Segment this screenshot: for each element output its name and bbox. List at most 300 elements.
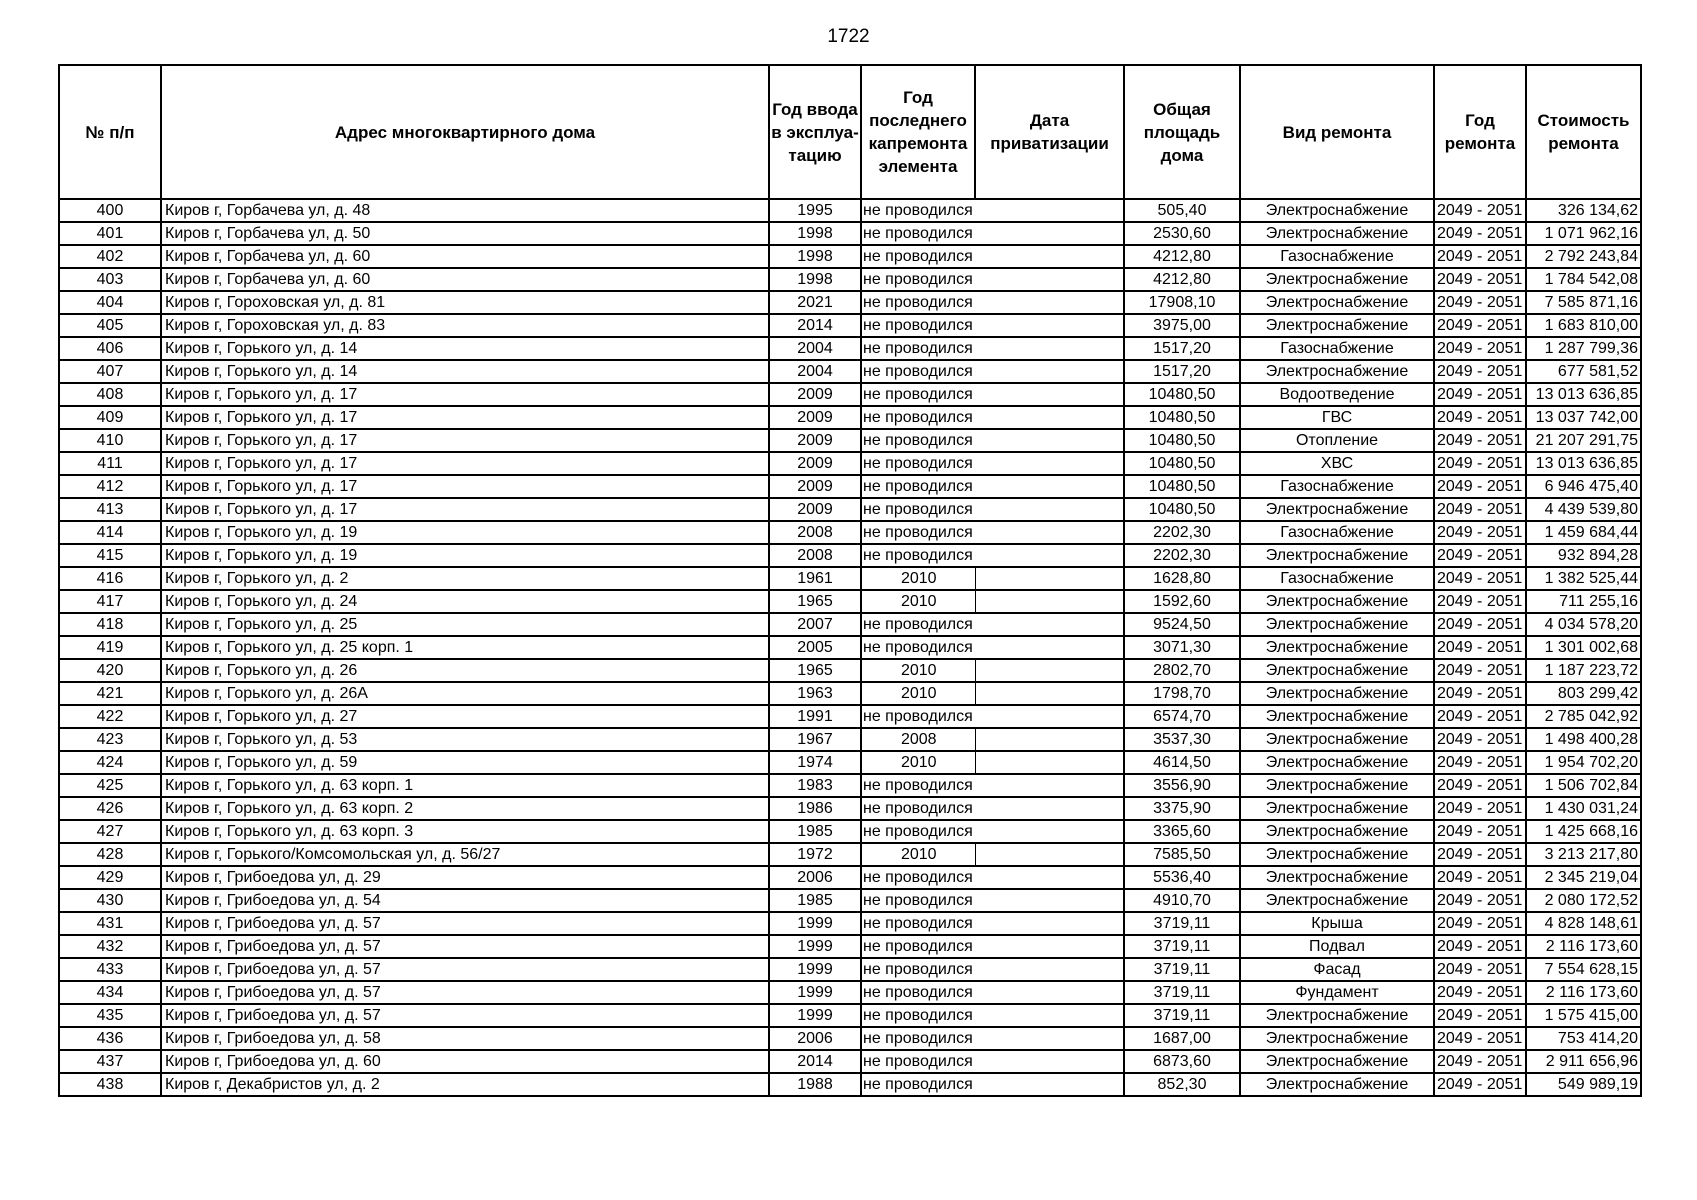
repair-period: 2049 - 2051 bbox=[1434, 337, 1526, 360]
total-area: 3537,30 bbox=[1124, 728, 1240, 751]
house-address: Киров г, Горького/Комсомольская ул, д. 56/27 bbox=[161, 843, 769, 866]
row-number: 406 bbox=[59, 337, 161, 360]
total-area: 3375,90 bbox=[1124, 797, 1240, 820]
repair-type: ХВС bbox=[1240, 452, 1434, 475]
privatization-date bbox=[975, 751, 1124, 774]
year-built: 1965 bbox=[769, 590, 861, 613]
total-area: 2202,30 bbox=[1124, 544, 1240, 567]
row-number: 435 bbox=[59, 1004, 161, 1027]
repair-period: 2049 - 2051 bbox=[1434, 935, 1526, 958]
house-address: Киров г, Грибоедова ул, д. 57 bbox=[161, 935, 769, 958]
repair-type: Электроснабжение bbox=[1240, 889, 1434, 912]
repair-cost: 677 581,52 bbox=[1526, 360, 1641, 383]
table-row bbox=[59, 1027, 1641, 1050]
repair-cost: 1 071 962,16 bbox=[1526, 222, 1641, 245]
house-address: Киров г, Горького ул, д. 63 корп. 2 bbox=[161, 797, 769, 820]
house-address: Киров г, Горького ул, д. 63 корп. 1 bbox=[161, 774, 769, 797]
last-repair-year: не проводился bbox=[861, 935, 975, 958]
total-area: 2802,70 bbox=[1124, 659, 1240, 682]
house-address: Киров г, Горького ул, д. 25 bbox=[161, 613, 769, 636]
row-number: 402 bbox=[59, 245, 161, 268]
header-cost: Стоимость ремонта bbox=[1526, 65, 1641, 199]
repair-cost: 326 134,62 bbox=[1526, 199, 1641, 222]
row-number: 419 bbox=[59, 636, 161, 659]
header-year-built: Год ввода в эксплуа-тацию bbox=[769, 65, 861, 199]
repair-cost: 2 116 173,60 bbox=[1526, 935, 1641, 958]
year-built: 2014 bbox=[769, 314, 861, 337]
house-address: Киров г, Горбачева ул, д. 48 bbox=[161, 199, 769, 222]
house-address: Киров г, Горького ул, д. 17 bbox=[161, 406, 769, 429]
total-area: 852,30 bbox=[1124, 1073, 1240, 1096]
total-area: 10480,50 bbox=[1124, 429, 1240, 452]
total-area: 10480,50 bbox=[1124, 406, 1240, 429]
house-address: Киров г, Горького ул, д. 53 bbox=[161, 728, 769, 751]
year-built: 1965 bbox=[769, 659, 861, 682]
year-built: 1967 bbox=[769, 728, 861, 751]
house-address: Киров г, Горького ул, д. 17 bbox=[161, 475, 769, 498]
repair-period: 2049 - 2051 bbox=[1434, 682, 1526, 705]
house-address: Киров г, Горького ул, д. 17 bbox=[161, 452, 769, 475]
table-row bbox=[59, 636, 1641, 659]
privatization-date bbox=[975, 567, 1124, 590]
privatization-date bbox=[975, 774, 1124, 797]
repair-cost: 6 946 475,40 bbox=[1526, 475, 1641, 498]
header-area: Общая площадь дома bbox=[1124, 65, 1240, 199]
year-built: 1961 bbox=[769, 567, 861, 590]
repair-type: Электроснабжение bbox=[1240, 1004, 1434, 1027]
row-number: 407 bbox=[59, 360, 161, 383]
table-row bbox=[59, 613, 1641, 636]
repair-period: 2049 - 2051 bbox=[1434, 912, 1526, 935]
last-repair-year: не проводился bbox=[861, 981, 975, 1004]
year-built: 2009 bbox=[769, 429, 861, 452]
privatization-date bbox=[975, 659, 1124, 682]
year-built: 1974 bbox=[769, 751, 861, 774]
row-number: 421 bbox=[59, 682, 161, 705]
last-repair-year: 2010 bbox=[861, 659, 975, 682]
repair-cost: 1 430 031,24 bbox=[1526, 797, 1641, 820]
row-number: 418 bbox=[59, 613, 161, 636]
repair-type: Электроснабжение bbox=[1240, 268, 1434, 291]
last-repair-year: не проводился bbox=[861, 1027, 975, 1050]
repair-period: 2049 - 2051 bbox=[1434, 774, 1526, 797]
table-row bbox=[59, 452, 1641, 475]
total-area: 10480,50 bbox=[1124, 475, 1240, 498]
repair-schedule-table bbox=[58, 64, 1642, 1097]
table-row bbox=[59, 475, 1641, 498]
row-number: 425 bbox=[59, 774, 161, 797]
repair-cost: 13 013 636,85 bbox=[1526, 452, 1641, 475]
year-built: 2008 bbox=[769, 544, 861, 567]
repair-type: Газоснабжение bbox=[1240, 245, 1434, 268]
repair-period: 2049 - 2051 bbox=[1434, 751, 1526, 774]
house-address: Киров г, Грибоедова ул, д. 58 bbox=[161, 1027, 769, 1050]
row-number: 415 bbox=[59, 544, 161, 567]
total-area: 9524,50 bbox=[1124, 613, 1240, 636]
repair-type: Фасад bbox=[1240, 958, 1434, 981]
repair-type: Электроснабжение bbox=[1240, 866, 1434, 889]
row-number: 436 bbox=[59, 1027, 161, 1050]
repair-type: Газоснабжение bbox=[1240, 337, 1434, 360]
house-address: Киров г, Горького ул, д. 27 bbox=[161, 705, 769, 728]
total-area: 17908,10 bbox=[1124, 291, 1240, 314]
total-area: 1628,80 bbox=[1124, 567, 1240, 590]
total-area: 10480,50 bbox=[1124, 383, 1240, 406]
year-built: 2005 bbox=[769, 636, 861, 659]
privatization-date bbox=[975, 590, 1124, 613]
row-number: 434 bbox=[59, 981, 161, 1004]
last-repair-year: не проводился bbox=[861, 360, 975, 383]
last-repair-year: не проводился bbox=[861, 199, 975, 222]
last-repair-year: не проводился bbox=[861, 521, 975, 544]
table-row bbox=[59, 659, 1641, 682]
privatization-date bbox=[975, 705, 1124, 728]
last-repair-year: не проводился bbox=[861, 291, 975, 314]
last-repair-year: не проводился bbox=[861, 406, 975, 429]
privatization-date bbox=[975, 843, 1124, 866]
row-number: 404 bbox=[59, 291, 161, 314]
table-row bbox=[59, 843, 1641, 866]
privatization-date bbox=[975, 383, 1124, 406]
repair-period: 2049 - 2051 bbox=[1434, 544, 1526, 567]
privatization-date bbox=[975, 958, 1124, 981]
year-built: 1991 bbox=[769, 705, 861, 728]
row-number: 422 bbox=[59, 705, 161, 728]
header-privatization: Дата приватизации bbox=[975, 65, 1124, 199]
privatization-date bbox=[975, 360, 1124, 383]
row-number: 433 bbox=[59, 958, 161, 981]
repair-cost: 1 301 002,68 bbox=[1526, 636, 1641, 659]
repair-period: 2049 - 2051 bbox=[1434, 659, 1526, 682]
year-built: 1985 bbox=[769, 820, 861, 843]
repair-type: Электроснабжение bbox=[1240, 291, 1434, 314]
house-address: Киров г, Горького ул, д. 17 bbox=[161, 498, 769, 521]
year-built: 1998 bbox=[769, 245, 861, 268]
year-built: 1998 bbox=[769, 222, 861, 245]
header-address: Адрес многоквартирного дома bbox=[161, 65, 769, 199]
header-last-repair: Год последнего капремонта элемента bbox=[861, 65, 975, 199]
year-built: 1995 bbox=[769, 199, 861, 222]
repair-cost: 2 080 172,52 bbox=[1526, 889, 1641, 912]
total-area: 4910,70 bbox=[1124, 889, 1240, 912]
repair-period: 2049 - 2051 bbox=[1434, 429, 1526, 452]
total-area: 4212,80 bbox=[1124, 245, 1240, 268]
repair-period: 2049 - 2051 bbox=[1434, 958, 1526, 981]
year-built: 1963 bbox=[769, 682, 861, 705]
table-row bbox=[59, 567, 1641, 590]
last-repair-year: не проводился bbox=[861, 222, 975, 245]
privatization-date bbox=[975, 1027, 1124, 1050]
row-number: 428 bbox=[59, 843, 161, 866]
repair-cost: 4 828 148,61 bbox=[1526, 912, 1641, 935]
repair-cost: 21 207 291,75 bbox=[1526, 429, 1641, 452]
table-header-row bbox=[59, 65, 1641, 199]
total-area: 7585,50 bbox=[1124, 843, 1240, 866]
privatization-date bbox=[975, 1073, 1124, 1096]
repair-type: Электроснабжение bbox=[1240, 751, 1434, 774]
repair-cost: 13 013 636,85 bbox=[1526, 383, 1641, 406]
privatization-date bbox=[975, 797, 1124, 820]
repair-period: 2049 - 2051 bbox=[1434, 521, 1526, 544]
house-address: Киров г, Горького ул, д. 26А bbox=[161, 682, 769, 705]
privatization-date bbox=[975, 866, 1124, 889]
row-number: 411 bbox=[59, 452, 161, 475]
repair-period: 2049 - 2051 bbox=[1434, 866, 1526, 889]
year-built: 1999 bbox=[769, 958, 861, 981]
table-row bbox=[59, 889, 1641, 912]
repair-cost: 1 954 702,20 bbox=[1526, 751, 1641, 774]
year-built: 1988 bbox=[769, 1073, 861, 1096]
row-number: 437 bbox=[59, 1050, 161, 1073]
table-row bbox=[59, 590, 1641, 613]
repair-period: 2049 - 2051 bbox=[1434, 498, 1526, 521]
total-area: 3071,30 bbox=[1124, 636, 1240, 659]
table-row bbox=[59, 544, 1641, 567]
repair-cost: 2 785 042,92 bbox=[1526, 705, 1641, 728]
house-address: Киров г, Горького ул, д. 25 корп. 1 bbox=[161, 636, 769, 659]
row-number: 408 bbox=[59, 383, 161, 406]
repair-cost: 1 506 702,84 bbox=[1526, 774, 1641, 797]
privatization-date bbox=[975, 314, 1124, 337]
repair-cost: 753 414,20 bbox=[1526, 1027, 1641, 1050]
privatization-date bbox=[975, 1004, 1124, 1027]
last-repair-year: не проводился bbox=[861, 383, 975, 406]
total-area: 1517,20 bbox=[1124, 360, 1240, 383]
row-number: 405 bbox=[59, 314, 161, 337]
repair-type: Электроснабжение bbox=[1240, 199, 1434, 222]
table-row bbox=[59, 1004, 1641, 1027]
repair-type: Электроснабжение bbox=[1240, 682, 1434, 705]
total-area: 3719,11 bbox=[1124, 958, 1240, 981]
last-repair-year: не проводился bbox=[861, 774, 975, 797]
total-area: 505,40 bbox=[1124, 199, 1240, 222]
privatization-date bbox=[975, 728, 1124, 751]
repair-type: Электроснабжение bbox=[1240, 820, 1434, 843]
house-address: Киров г, Горького ул, д. 24 bbox=[161, 590, 769, 613]
table-row bbox=[59, 1073, 1641, 1096]
last-repair-year: не проводился bbox=[861, 889, 975, 912]
row-number: 410 bbox=[59, 429, 161, 452]
house-address: Киров г, Грибоедова ул, д. 60 bbox=[161, 1050, 769, 1073]
year-built: 2006 bbox=[769, 1027, 861, 1050]
table-row bbox=[59, 498, 1641, 521]
year-built: 1985 bbox=[769, 889, 861, 912]
row-number: 409 bbox=[59, 406, 161, 429]
repair-period: 2049 - 2051 bbox=[1434, 613, 1526, 636]
total-area: 5536,40 bbox=[1124, 866, 1240, 889]
repair-type: Водоотведение bbox=[1240, 383, 1434, 406]
total-area: 3556,90 bbox=[1124, 774, 1240, 797]
privatization-date bbox=[975, 337, 1124, 360]
repair-cost: 1 498 400,28 bbox=[1526, 728, 1641, 751]
year-built: 2009 bbox=[769, 475, 861, 498]
house-address: Киров г, Горького ул, д. 19 bbox=[161, 544, 769, 567]
repair-cost: 1 382 525,44 bbox=[1526, 567, 1641, 590]
repair-type: Электроснабжение bbox=[1240, 498, 1434, 521]
last-repair-year: 2010 bbox=[861, 590, 975, 613]
last-repair-year: не проводился bbox=[861, 452, 975, 475]
row-number: 438 bbox=[59, 1073, 161, 1096]
repair-type: Электроснабжение bbox=[1240, 360, 1434, 383]
house-address: Киров г, Горького ул, д. 26 bbox=[161, 659, 769, 682]
repair-period: 2049 - 2051 bbox=[1434, 889, 1526, 912]
header-repair-period: Год ремонта bbox=[1434, 65, 1526, 199]
year-built: 2009 bbox=[769, 383, 861, 406]
repair-cost: 1 187 223,72 bbox=[1526, 659, 1641, 682]
year-built: 1998 bbox=[769, 268, 861, 291]
last-repair-year: не проводился bbox=[861, 544, 975, 567]
table-row bbox=[59, 383, 1641, 406]
repair-cost: 4 439 539,80 bbox=[1526, 498, 1641, 521]
privatization-date bbox=[975, 820, 1124, 843]
table-row bbox=[59, 268, 1641, 291]
table-row bbox=[59, 291, 1641, 314]
privatization-date bbox=[975, 636, 1124, 659]
house-address: Киров г, Грибоедова ул, д. 29 bbox=[161, 866, 769, 889]
repair-period: 2049 - 2051 bbox=[1434, 291, 1526, 314]
last-repair-year: не проводился bbox=[861, 1050, 975, 1073]
house-address: Киров г, Горбачева ул, д. 60 bbox=[161, 245, 769, 268]
privatization-date bbox=[975, 406, 1124, 429]
header-repair-type: Вид ремонта bbox=[1240, 65, 1434, 199]
total-area: 2202,30 bbox=[1124, 521, 1240, 544]
table-row bbox=[59, 429, 1641, 452]
total-area: 3719,11 bbox=[1124, 1004, 1240, 1027]
repair-cost: 2 792 243,84 bbox=[1526, 245, 1641, 268]
house-address: Киров г, Горбачева ул, д. 60 bbox=[161, 268, 769, 291]
table-row bbox=[59, 314, 1641, 337]
repair-type: Электроснабжение bbox=[1240, 636, 1434, 659]
privatization-date bbox=[975, 245, 1124, 268]
header-num: № п/п bbox=[59, 65, 161, 199]
year-built: 2009 bbox=[769, 498, 861, 521]
year-built: 1999 bbox=[769, 912, 861, 935]
privatization-date bbox=[975, 429, 1124, 452]
repair-cost: 1 425 668,16 bbox=[1526, 820, 1641, 843]
year-built: 1986 bbox=[769, 797, 861, 820]
table-row bbox=[59, 337, 1641, 360]
repair-period: 2049 - 2051 bbox=[1434, 406, 1526, 429]
privatization-date bbox=[975, 912, 1124, 935]
last-repair-year: 2010 bbox=[861, 567, 975, 590]
year-built: 2004 bbox=[769, 337, 861, 360]
total-area: 10480,50 bbox=[1124, 452, 1240, 475]
repair-type: Электроснабжение bbox=[1240, 613, 1434, 636]
row-number: 417 bbox=[59, 590, 161, 613]
repair-type: Фундамент bbox=[1240, 981, 1434, 1004]
repair-cost: 1 784 542,08 bbox=[1526, 268, 1641, 291]
house-address: Киров г, Гороховская ул, д. 81 bbox=[161, 291, 769, 314]
house-address: Киров г, Горького ул, д. 59 bbox=[161, 751, 769, 774]
repair-cost: 3 213 217,80 bbox=[1526, 843, 1641, 866]
repair-period: 2049 - 2051 bbox=[1434, 1050, 1526, 1073]
house-address: Киров г, Горького ул, д. 14 bbox=[161, 360, 769, 383]
repair-period: 2049 - 2051 bbox=[1434, 843, 1526, 866]
privatization-date bbox=[975, 1050, 1124, 1073]
privatization-date bbox=[975, 199, 1124, 222]
year-built: 1972 bbox=[769, 843, 861, 866]
last-repair-year: не проводился bbox=[861, 958, 975, 981]
last-repair-year: не проводился bbox=[861, 797, 975, 820]
privatization-date bbox=[975, 521, 1124, 544]
row-number: 420 bbox=[59, 659, 161, 682]
total-area: 3975,00 bbox=[1124, 314, 1240, 337]
table-row bbox=[59, 728, 1641, 751]
repair-cost: 7 554 628,15 bbox=[1526, 958, 1641, 981]
total-area: 6574,70 bbox=[1124, 705, 1240, 728]
last-repair-year: не проводился bbox=[861, 337, 975, 360]
repair-period: 2049 - 2051 bbox=[1434, 636, 1526, 659]
year-built: 1983 bbox=[769, 774, 861, 797]
repair-type: Газоснабжение bbox=[1240, 521, 1434, 544]
repair-period: 2049 - 2051 bbox=[1434, 981, 1526, 1004]
table-body bbox=[59, 199, 1641, 1096]
table-row bbox=[59, 751, 1641, 774]
year-built: 2007 bbox=[769, 613, 861, 636]
repair-type: Газоснабжение bbox=[1240, 475, 1434, 498]
last-repair-year: не проводился bbox=[861, 705, 975, 728]
row-number: 400 bbox=[59, 199, 161, 222]
table-row bbox=[59, 406, 1641, 429]
last-repair-year: 2008 bbox=[861, 728, 975, 751]
repair-type: Электроснабжение bbox=[1240, 1050, 1434, 1073]
repair-cost: 1 459 684,44 bbox=[1526, 521, 1641, 544]
row-number: 423 bbox=[59, 728, 161, 751]
repair-period: 2049 - 2051 bbox=[1434, 797, 1526, 820]
year-built: 1999 bbox=[769, 1004, 861, 1027]
privatization-date bbox=[975, 613, 1124, 636]
repair-period: 2049 - 2051 bbox=[1434, 245, 1526, 268]
table-row bbox=[59, 682, 1641, 705]
privatization-date bbox=[975, 935, 1124, 958]
total-area: 1687,00 bbox=[1124, 1027, 1240, 1050]
row-number: 401 bbox=[59, 222, 161, 245]
privatization-date bbox=[975, 291, 1124, 314]
repair-type: Электроснабжение bbox=[1240, 705, 1434, 728]
year-built: 2021 bbox=[769, 291, 861, 314]
house-address: Киров г, Грибоедова ул, д. 57 bbox=[161, 981, 769, 1004]
row-number: 430 bbox=[59, 889, 161, 912]
last-repair-year: не проводился bbox=[861, 429, 975, 452]
repair-period: 2049 - 2051 bbox=[1434, 728, 1526, 751]
repair-period: 2049 - 2051 bbox=[1434, 268, 1526, 291]
total-area: 4614,50 bbox=[1124, 751, 1240, 774]
repair-cost: 1 287 799,36 bbox=[1526, 337, 1641, 360]
repair-cost: 7 585 871,16 bbox=[1526, 291, 1641, 314]
repair-cost: 2 116 173,60 bbox=[1526, 981, 1641, 1004]
repair-cost: 803 299,42 bbox=[1526, 682, 1641, 705]
year-built: 2004 bbox=[769, 360, 861, 383]
row-number: 427 bbox=[59, 820, 161, 843]
last-repair-year: не проводился bbox=[861, 1004, 975, 1027]
last-repair-year: не проводился bbox=[861, 245, 975, 268]
table-row bbox=[59, 866, 1641, 889]
repair-period: 2049 - 2051 bbox=[1434, 1004, 1526, 1027]
table-row bbox=[59, 981, 1641, 1004]
repair-cost: 711 255,16 bbox=[1526, 590, 1641, 613]
house-address: Киров г, Грибоедова ул, д. 57 bbox=[161, 958, 769, 981]
last-repair-year: не проводился bbox=[861, 314, 975, 337]
repair-period: 2049 - 2051 bbox=[1434, 199, 1526, 222]
last-repair-year: не проводился bbox=[861, 912, 975, 935]
repair-period: 2049 - 2051 bbox=[1434, 1027, 1526, 1050]
total-area: 3365,60 bbox=[1124, 820, 1240, 843]
total-area: 3719,11 bbox=[1124, 935, 1240, 958]
total-area: 4212,80 bbox=[1124, 268, 1240, 291]
row-number: 431 bbox=[59, 912, 161, 935]
row-number: 426 bbox=[59, 797, 161, 820]
total-area: 3719,11 bbox=[1124, 912, 1240, 935]
